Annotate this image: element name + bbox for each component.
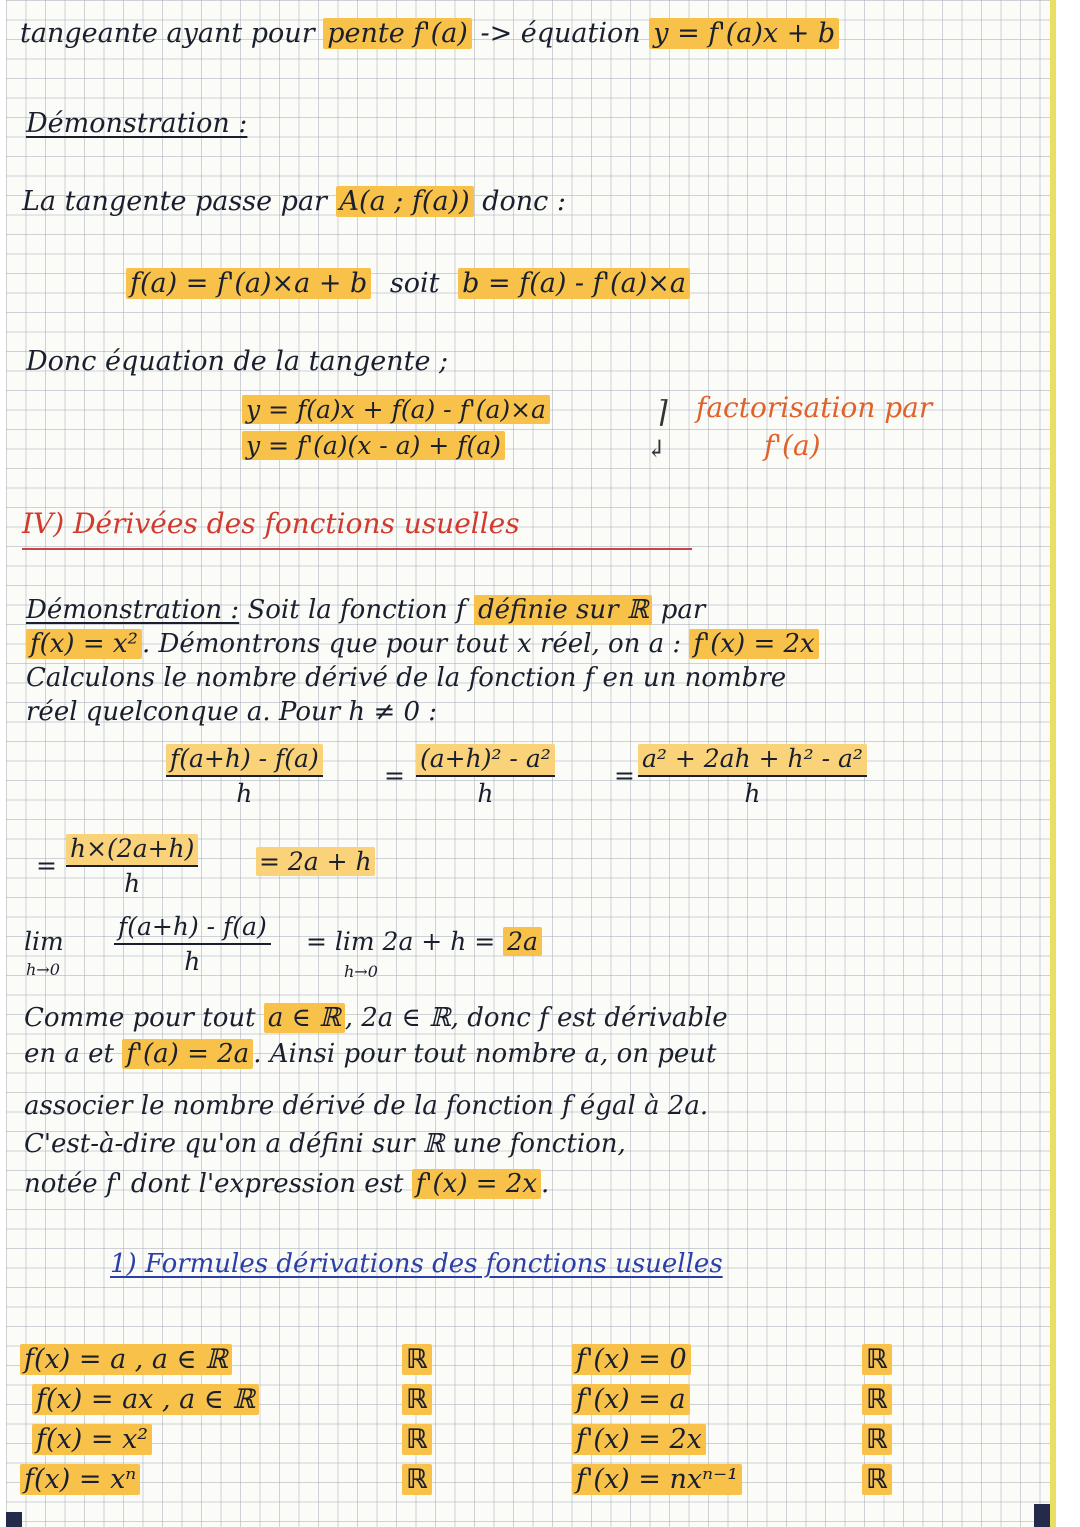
conclusion-line5 — [24, 1170, 549, 1200]
limit-rhs-subscript: h→0 — [344, 962, 378, 981]
function-constant: f(x) = a , a ∈ ℝ — [20, 1344, 232, 1375]
conclusion-line2-rest: . Ainsi pour tout nombre a, on peut — [253, 1039, 717, 1069]
deriv-domain-square: ℝ — [862, 1424, 892, 1455]
limit-rhs — [306, 928, 542, 957]
equals-sign-3: = — [36, 851, 57, 880]
fprime-x-highlight: f'(x) = 2x — [412, 1169, 541, 1199]
section-iv-title: IV) Dérivées des fonctions usuelles — [22, 507, 520, 540]
limit-label: lim — [24, 927, 64, 956]
factorisation-note-fa: f'(a) — [764, 429, 821, 462]
derivative-square: f'(x) = 2x — [572, 1424, 706, 1455]
conclusion-line1-text: Comme pour tout — [24, 1003, 256, 1033]
conclusion-line1-rest: , 2a ∈ ℝ, donc f est dérivable — [344, 1003, 728, 1033]
bracket-mark: ⌉ — [656, 395, 668, 430]
demo2-line3: Calculons le nombre dérivé de la fonction f en un nombre — [26, 663, 787, 693]
fraction-2-denominator: h — [477, 779, 494, 808]
domain-square: ℝ — [402, 1424, 432, 1455]
notebook-page — [6, 0, 1056, 1527]
limit-result-highlight: 2a — [503, 927, 542, 956]
function-linear: f(x) = ax , a ∈ ℝ — [32, 1384, 259, 1415]
fprime-a-highlight: f'(a) = 2a — [122, 1039, 253, 1069]
demo2-line2 — [26, 630, 819, 660]
fraction-3-numerator: a² + 2ah + h² - a² — [638, 744, 867, 775]
equals-sign-1: = — [384, 761, 405, 790]
demonstration-title-1: Démonstration : — [26, 108, 248, 139]
limit-subscript: h→0 — [26, 960, 60, 979]
limit-fraction — [114, 912, 271, 976]
demo2-line1-text: Soit la fonction f — [247, 595, 466, 625]
limit-fraction-denominator: h — [184, 947, 201, 976]
functions-column — [20, 1340, 259, 1500]
b-equation-line — [126, 268, 690, 299]
demo2-line1 — [26, 596, 705, 626]
fraction-2-numerator: (a+h)² - a² — [416, 744, 555, 775]
fraction-4-denominator: h — [124, 869, 141, 898]
defined-on-r-highlight: définie sur ℝ — [474, 595, 652, 625]
derivative-domains-column — [862, 1340, 892, 1500]
fraction-4-numerator: h×(2a+h) — [66, 834, 198, 865]
corner-mark-left — [6, 1512, 22, 1527]
fraction-1-denominator: h — [236, 779, 253, 808]
fraction-1-numerator: f(a+h) - f(a) — [166, 744, 323, 775]
tangent-passes-line — [22, 186, 566, 217]
section-iv-underline — [22, 548, 692, 550]
conclusion-period: . — [541, 1169, 550, 1199]
donc-text: donc : — [482, 186, 566, 217]
subsection-title: 1) Formules dérivations des fonctions usuelles — [110, 1249, 723, 1279]
tangent-passes-text: La tangente passe par — [22, 186, 327, 217]
equals-sign-2: = — [614, 761, 635, 790]
par-text: par — [660, 595, 706, 625]
point-a-highlight: A(a ; f(a)) — [336, 186, 474, 217]
derivative-linear: f'(x) = a — [572, 1384, 690, 1415]
tangent-equation-highlight: y = f'(a)x + b — [649, 18, 839, 49]
fx-square-highlight: f(x) = x² — [26, 629, 142, 659]
fa-equation-highlight: f(a) = f'(a)×a + b — [126, 268, 371, 299]
a-in-r-highlight: a ∈ ℝ — [264, 1003, 345, 1033]
conclusion-line4: C'est-à-dire qu'on a défini sur ℝ une fonction, — [24, 1129, 626, 1159]
factored-result — [256, 848, 375, 877]
fraction-rate-3 — [638, 744, 867, 808]
derivative-power: f'(x) = nxⁿ⁻¹ — [572, 1464, 742, 1495]
function-power: f(x) = xⁿ — [20, 1464, 140, 1495]
demo2-line4: réel quelconque a. Pour h ≠ 0 : — [26, 697, 438, 727]
conclusion-line5-text: notée f' dont l'expression est — [24, 1169, 404, 1199]
return-arrow-icon: ↲ — [646, 435, 667, 463]
domain-power: ℝ — [402, 1464, 432, 1495]
tangent-intro-line — [20, 18, 839, 49]
factorisation-note: factorisation par — [696, 391, 933, 424]
demo2-line2-text: . Démontrons que pour tout x réel, on a : — [141, 629, 682, 659]
arrow-equation-text: -> équation — [480, 18, 641, 49]
deriv-domain-constant: ℝ — [862, 1344, 892, 1375]
factored-result-text: = 2a + h — [256, 847, 375, 876]
limit-rhs-text: = lim 2a + h = — [306, 927, 496, 956]
tangent-equation-2-text: y = f'(a)(x - a) + f(a) — [242, 431, 505, 460]
slope-highlight: pente f'(a) — [323, 18, 472, 49]
conclusion-line1 — [24, 1004, 728, 1034]
deriv-domain-power: ℝ — [862, 1464, 892, 1495]
corner-mark-right — [1034, 1504, 1050, 1527]
tangent-intro-text: tangeante ayant pour — [20, 18, 315, 49]
derivative-constant: f'(x) = 0 — [572, 1344, 691, 1375]
conclusion-line2-text: en a et — [24, 1039, 114, 1069]
tangent-equation-2 — [242, 432, 505, 461]
domain-constant: ℝ — [402, 1344, 432, 1375]
domain-linear: ℝ — [402, 1384, 432, 1415]
domains-column — [402, 1340, 432, 1500]
conclusion-line2 — [24, 1040, 716, 1070]
donc-equation-heading: Donc équation de la tangente ; — [26, 346, 449, 377]
function-square: f(x) = x² — [32, 1424, 152, 1455]
demonstration-title-2: Démonstration : — [26, 595, 240, 625]
fraction-factored — [66, 834, 198, 898]
deriv-domain-linear: ℝ — [862, 1384, 892, 1415]
fraction-3-denominator: h — [744, 779, 761, 808]
conclusion-line3: associer le nombre dérivé de la fonction f égal à 2a. — [24, 1091, 709, 1121]
derivative-2x-highlight: f'(x) = 2x — [689, 629, 818, 659]
tangent-equation-1 — [242, 396, 550, 425]
limit-fraction-numerator: f(a+h) - f(a) — [118, 912, 267, 941]
fraction-rate-1 — [166, 744, 323, 808]
derivatives-column — [572, 1340, 742, 1500]
b-value-highlight: b = f(a) - f'(a)×a — [458, 268, 690, 299]
fraction-rate-2 — [416, 744, 555, 808]
soit-text: soit — [389, 268, 440, 299]
tangent-equation-1-text: y = f(a)x + f(a) - f'(a)×a — [242, 395, 550, 424]
